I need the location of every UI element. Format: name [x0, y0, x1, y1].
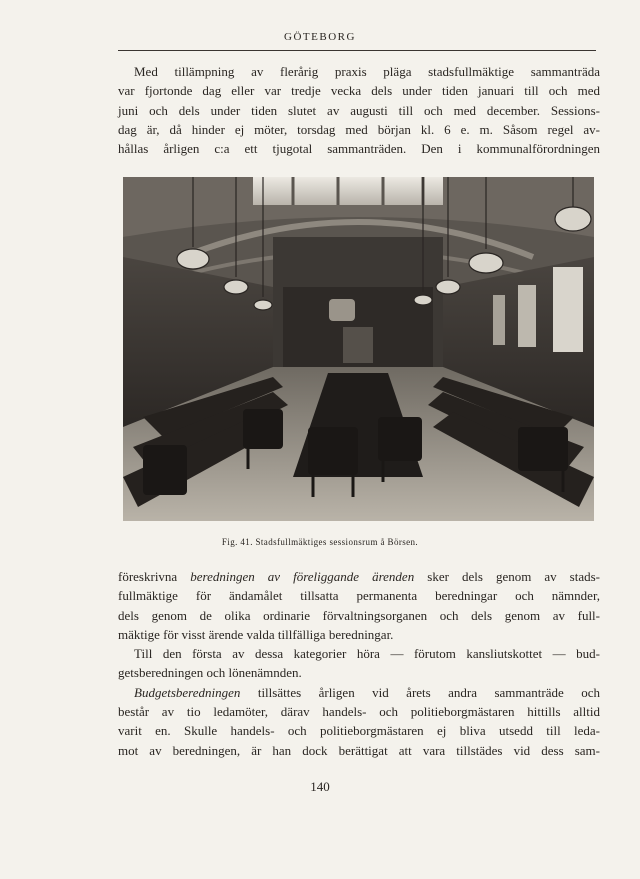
running-header: GÖTEBORG — [284, 31, 356, 43]
text-line: fullmäktige för ändamålet tillsatta permanenta beredningar och nämnder, — [118, 588, 600, 604]
header-rule — [118, 50, 596, 51]
page-number: 140 — [310, 779, 330, 794]
text-line: dag är, då hinder ej möter, torsdag med början kl. 6 e. m. Såsom regel av- — [118, 121, 600, 137]
council-chamber-photo — [123, 177, 594, 521]
text-line: Till den första av dessa kategorier höra — förutom kansliutskottet — bud- — [134, 646, 600, 662]
top-paragraph — [118, 62, 600, 158]
italic-term: Budgetsberedningen — [134, 684, 241, 700]
text-line: dels genom de olika ordinarie förvaltningsorganen och dels genom av full- — [118, 607, 600, 623]
text-line: Budgetsberedningen tillsättes årligen vid årets andra sammanträde och — [134, 684, 600, 700]
text-line: juni och dels under tiden slutet av augusti till och med december. Sessions- — [118, 102, 600, 118]
text-line: mäktige för visst ärende valda tillfälliga beredningar. — [118, 626, 394, 642]
text-line: var fjortonde dag eller var tredje vecka dels under tiden januari till och med — [118, 83, 600, 99]
text-line: varit en. Skulle handels- och politieborgmästaren ej bliva utsedd till leda- — [118, 723, 600, 739]
figure-caption: Fig. 41. Stadsfullmäktiges sessionsrum å Börsen. — [221, 537, 419, 547]
text-line: getsberedningen och lönenämnden. — [118, 665, 302, 681]
italic-term: beredningen av föreliggande ärenden — [190, 569, 415, 584]
text-line: föreskrivna beredningen av föreliggande ärenden sker dels genom av stads- — [118, 569, 600, 584]
text-line: mot av beredningen, är han dock berättigat att vara tillstädes vid dess sam- — [118, 742, 600, 758]
body-paragraphs — [118, 567, 600, 760]
text-line: Med tillämpning av flerårig praxis pläga stadsfullmäktige sammanträda — [134, 64, 600, 79]
text-line: består av tio ledamöter, därav handels- och politieborgmästaren hittills alltid — [118, 704, 600, 720]
text-line: hållas årligen c:a ett tjugotal sammanträden. Den i kommunalförordningen — [118, 141, 600, 157]
